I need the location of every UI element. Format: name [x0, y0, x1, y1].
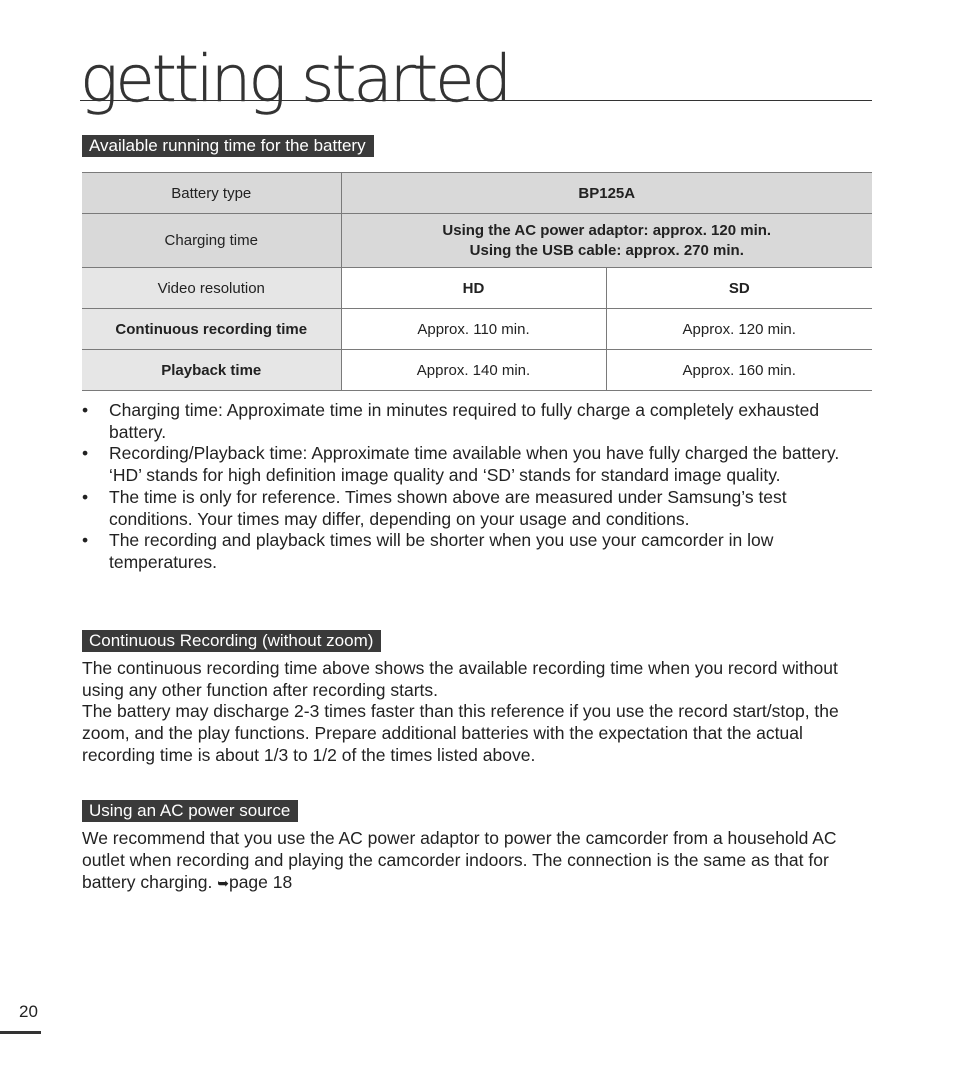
note-reference-only: The time is only for reference. Times shown above are measured under Samsung’s test conditions. Your times may differ, depending on your usage and conditions.: [109, 486, 787, 529]
list-item: [82, 487, 874, 530]
note-low-temperature: The recording and playback times will be shorter when you use your camcorder in low temperatures.: [109, 530, 774, 572]
ac-power-source-text: We recommend that you use the AC power adaptor to power the camcorder from a household AC outlet when recording and playing the camcorder indoors. The connection is the same as that for battery charging.: [82, 828, 837, 892]
bullet-icon: •: [82, 486, 89, 507]
continuous-recording-heading: Continuous Recording (without zoom): [82, 630, 381, 652]
charging-time-label: Charging time: [82, 214, 341, 268]
charging-time-value: [341, 214, 872, 268]
bullet-icon: •: [82, 530, 89, 551]
list-item: [82, 530, 874, 573]
bullet-icon: •: [82, 400, 89, 420]
table-row: [82, 350, 872, 391]
table-row: [82, 214, 872, 268]
table-row: [82, 309, 872, 350]
battery-notes-list: [82, 400, 874, 574]
battery-type-label: Battery type: [82, 173, 341, 214]
continuous-sd-value: Approx. 120 min.: [606, 309, 872, 350]
note-hd-sd-definition: ‘HD’ stands for high definition image quality and ‘SD’ stands for standard image quality.: [109, 465, 781, 486]
ac-power-source-para: [82, 828, 874, 895]
sd-column-header: SD: [606, 268, 872, 309]
page-reference-link[interactable]: page 18: [228, 871, 293, 892]
page-title: getting started: [80, 43, 510, 117]
table-row: [82, 173, 872, 214]
note-recording-playback-time: Recording/Playback time: Approximate time available when you have fully charged the battery.: [109, 443, 840, 464]
charging-time-usb: Using the USB cable: approx. 270 min.: [469, 241, 744, 259]
hd-column-header: HD: [341, 268, 606, 309]
page-number-bar: [0, 1031, 41, 1034]
battery-type-value: BP125A: [341, 173, 872, 214]
ac-power-source-heading: Using an AC power source: [82, 800, 298, 822]
battery-running-time-heading: Available running time for the battery: [82, 135, 374, 157]
continuous-hd-value: Approx. 110 min.: [341, 309, 606, 350]
list-item: [82, 443, 874, 486]
continuous-recording-para1: The continuous recording time above shows the available recording time when you record without using any other function after recording starts.: [82, 658, 838, 700]
bullet-icon: •: [82, 443, 89, 464]
list-item: [82, 400, 874, 443]
continuous-recording-label: Continuous recording time: [82, 309, 341, 350]
battery-time-table: [82, 172, 872, 391]
playback-hd-value: Approx. 140 min.: [341, 350, 606, 391]
note-charging-time: Charging time: Approximate time in minutes required to fully charge a completely exhausted battery.: [109, 400, 820, 442]
playback-time-label: Playback time: [82, 350, 341, 391]
continuous-recording-para2: The battery may discharge 2-3 times faster than this reference if you use the record start/stop, the zoom, and the play functions. Prepare additional batteries with the expectation that the actual recording time is about 1/3 to 1/2 of the times listed above.: [82, 701, 839, 765]
title-rule: [80, 100, 872, 101]
charging-time-ac: Using the AC power adaptor: approx. 120 min.: [442, 221, 772, 239]
page-number: 20: [19, 1002, 38, 1021]
video-resolution-label: Video resolution: [82, 268, 341, 309]
playback-sd-value: Approx. 160 min.: [606, 350, 872, 391]
page-reference-arrow-icon: ➥: [217, 875, 229, 892]
table-row: [82, 268, 872, 309]
